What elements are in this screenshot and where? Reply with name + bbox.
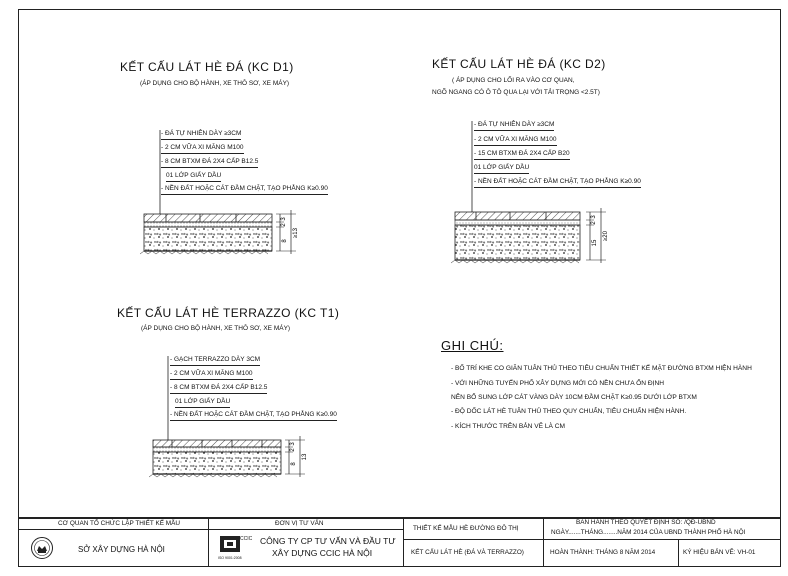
d1-layer-2: - 2 CM VỮA XI MĂNG M100 <box>161 144 244 154</box>
decision-line-1: BAN HÀNH THEO QUYẾT ĐỊNH SỐ: /QĐ-UBND <box>576 519 716 526</box>
drawing-name: KẾT CẤU LÁT HÈ (ĐÁ VÀ TERRAZZO) <box>411 549 524 556</box>
completion-date: HOÀN THÀNH: THÁNG 8 NĂM 2014 <box>550 549 656 556</box>
d2-layer-3: - 15 CM BTXM ĐÁ 2X4 CẤP B20 <box>474 150 570 160</box>
d2-layer-2: - 2 CM VỮA XI MĂNG M100 <box>474 136 557 146</box>
d1-dim-2: 2 <box>281 223 287 227</box>
org-label: CƠ QUAN TỔ CHỨC LẬP THIẾT KẾ MẪU <box>58 520 180 527</box>
t1-layer-4: 01 LỚP GIẤY DẦU <box>175 398 230 408</box>
d1-layer-5: - NỀN ĐẤT HOẶC CÁT ĐẦM CHẶT, TẠO PHẲNG K≥0.90 <box>161 185 328 195</box>
note-3: NÊN BỔ SUNG LỚP CÁT VÀNG DÀY 10CM ĐẦM CHẶT K≥0.95 DƯỚI LỚP BTXM <box>451 394 697 401</box>
d2-layer-5: - NỀN ĐẤT HOẶC CÁT ĐẦM CHẶT, TẠO PHẲNG K≥0.90 <box>474 178 641 188</box>
title-block <box>18 517 781 567</box>
note-5: - KÍCH THƯỚC TRÊN BẢN VẼ LÀ CM <box>451 423 565 430</box>
d1-layer-3: - 8 CM BTXM ĐÁ 2X4 CẤP B12.5 <box>161 158 258 168</box>
d1-title: KẾT CẤU LÁT HÈ ĐÁ (KC D1) <box>120 60 294 74</box>
t1-dim-total: 13 <box>302 453 308 461</box>
d2-title: KẾT CẤU LÁT HÈ ĐÁ (KC D2) <box>432 57 606 71</box>
d2-dim-total: ≥20 <box>603 231 609 241</box>
d2-subtitle-1: ( ÁP DỤNG CHO LỐI RA VÀO CƠ QUAN, <box>452 77 575 84</box>
t1-section <box>149 436 305 477</box>
d2-dim-2: 2 <box>591 221 597 225</box>
d2-section <box>451 208 606 263</box>
org-name: SỞ XÂY DỰNG HÀ NỘI <box>78 545 165 554</box>
d1-dim-1: 3 <box>281 217 287 221</box>
consult-label: ĐƠN VỊ TƯ VẤN <box>275 520 324 527</box>
d2-dim-3: 15 <box>592 239 598 247</box>
t1-layer-2: - 2 CM VỮA XI MĂNG M100 <box>170 370 253 380</box>
note-1: - BỐ TRÍ KHE CO GIÃN TUÂN THỦ THEO TIÊU CHUẨN THIẾT KẾ MẶT ĐƯỜNG BTXM HIỆN HÀNH <box>451 365 752 372</box>
d2-subtitle-2: NGÕ NGANG CÓ Ô TÔ QUA LẠI VỚI TẢI TRỌNG <2.5T) <box>432 89 600 96</box>
d1-layer-4: 01 LỚP GIẤY DẦU <box>166 172 221 182</box>
d2-layer-1: - ĐÁ TỰ NHIÊN DÀY ≥3CM <box>474 121 554 131</box>
consult-name-2: XÂY DỰNG CCIC HÀ NỘI <box>272 548 373 558</box>
d1-layer-1: - ĐÁ TỰ NHIÊN DÀY ≥3CM <box>161 130 241 140</box>
decision-line-2: NGÀY.......THÁNG........NĂM 2014 CỦA UBND THÀNH PHỐ HÀ NỘI <box>551 529 746 536</box>
sheet-code: KÝ HIỆU BẢN VẼ: VH-01 <box>683 549 756 556</box>
d2-dim-1: 3 <box>591 215 597 219</box>
d2-layer-4: 01 LỚP GIẤY DẦU <box>474 164 529 174</box>
note-2: - VỚI NHỮNG TUYẾN PHỐ XÂY DỰNG MỚI CÓ NỀN CHƯA ỔN ĐỊNH <box>451 380 664 387</box>
t1-layer-1: - GẠCH TERRAZZO DÀY 3CM <box>170 356 260 366</box>
t1-layer-3: - 8 CM BTXM ĐÁ 2X4 CẤP B12.5 <box>170 384 267 394</box>
notes-heading: GHI CHÚ: <box>441 338 504 353</box>
d1-dim-3: 8 <box>282 239 288 243</box>
t1-dim-1: 3 <box>290 442 296 446</box>
t1-subtitle: (ÁP DỤNG CHO BỘ HÀNH, XE THÔ SƠ, XE MÁY) <box>141 325 291 332</box>
project-label: THIẾT KẾ MẪU HÈ ĐƯỜNG ĐÔ THỊ <box>413 525 519 532</box>
t1-dim-2: 2 <box>290 448 296 452</box>
ccic-logo-icon: CCIC ISO 9001:2008 <box>218 536 253 560</box>
t1-title: KẾT CẤU LÁT HÈ TERRAZZO (KC T1) <box>117 306 340 320</box>
t1-dim-3: 8 <box>291 462 297 466</box>
city-emblem-icon <box>30 536 54 565</box>
d1-dim-total: ≥13 <box>293 228 299 238</box>
t1-layer-5: - NỀN ĐẤT HOẶC CÁT ĐẦM CHẶT, TẠO PHẲNG K≥0.90 <box>170 411 337 421</box>
consult-name-1: CÔNG TY CP TƯ VẤN VÀ ĐẦU TƯ <box>260 536 396 546</box>
d1-subtitle: (ÁP DỤNG CHO BỘ HÀNH, XE THÔ SƠ, XE MÁY) <box>140 80 290 87</box>
note-4: - ĐỘ DỐC LÁT HÈ TUÂN THỦ THEO QUY CHUẨN, TIÊU CHUẨN HIỆN HÀNH. <box>451 408 687 415</box>
d1-section <box>140 210 296 254</box>
